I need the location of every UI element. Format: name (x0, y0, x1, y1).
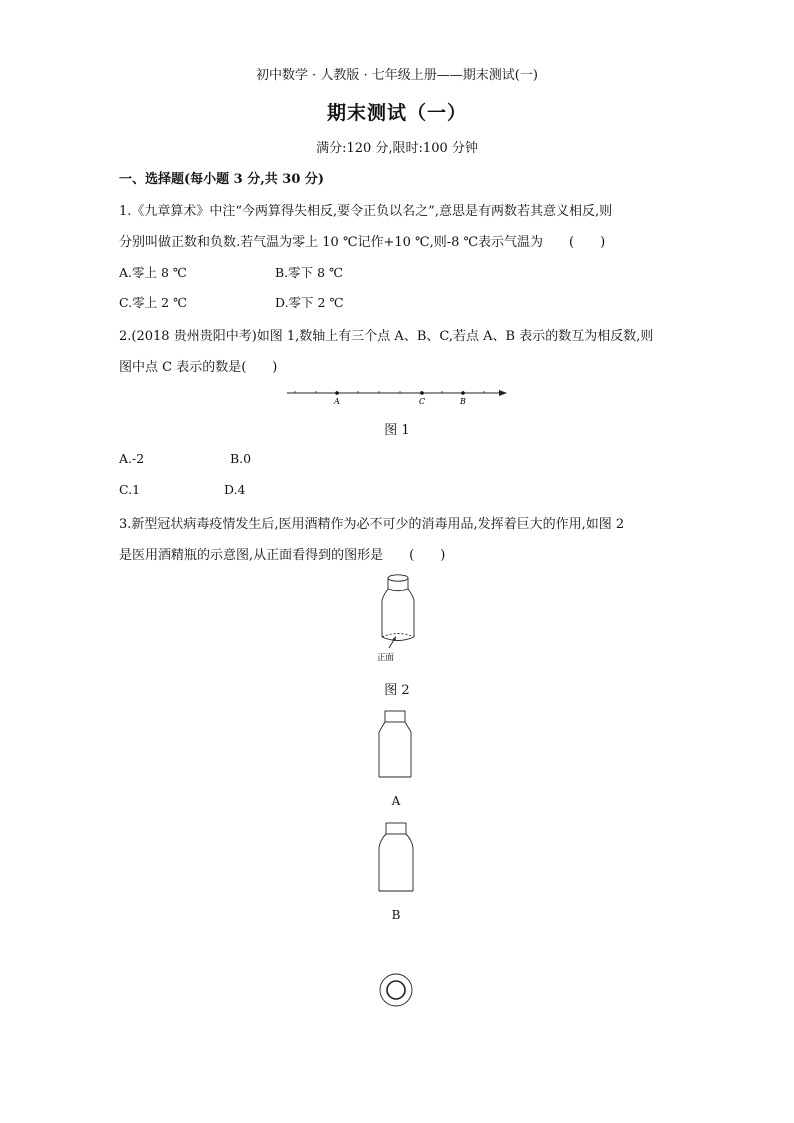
figure2-caption: 图 2 (384, 683, 410, 698)
number-line-arrow (499, 390, 507, 396)
option-a-bottle-figure (378, 710, 414, 780)
section-heading: 一、选择题(每小题 3 分,共 30 分) (119, 172, 325, 187)
page-header: 初中数学 · 人教版 · 七年级上册——期末测试(一) (256, 68, 538, 83)
q1-option-d: D.零下 2 ℃ (275, 295, 344, 310)
option-c-rings-figure (378, 972, 414, 1008)
point-b-dot (461, 391, 465, 395)
number-line-figure (285, 382, 510, 412)
point-a-label: A (334, 397, 340, 406)
q2-line2: 图中点 C 表示的数是( ) (119, 360, 278, 375)
option-b-bottle-figure (378, 822, 414, 894)
point-b-label: B (460, 397, 466, 406)
point-a-dot (335, 391, 339, 395)
q1-option-a: A.零上 8 ℃ (119, 265, 187, 280)
q3-line1: 3.新型冠状病毒疫情发生后,医用酒精作为必不可少的消毒用品,发挥着巨大的作用,如图 2 (119, 517, 625, 532)
figure1-caption: 图 1 (384, 423, 410, 438)
q1-line1: 1.《九章算术》中注“今两算得失相反,要令正负以名之”,意思是有两数若其意义相反,则 (119, 204, 613, 219)
front-view-label: 正面 (377, 653, 395, 663)
q3-line2: 是医用酒精瓶的示意图,从正面看得到的图形是 ( ) (119, 548, 446, 563)
option-a-label: A (391, 794, 401, 808)
q1-line2: 分别叫做正数和负数.若气温为零上 10 ℃记作+10 ℃,则-8 ℃表示气温为 ( ) (119, 235, 606, 250)
option-b-label: B (391, 908, 401, 922)
q2-option-a: A.-2 (119, 451, 145, 466)
bottle-3d-figure (375, 572, 425, 667)
point-c-label: C (419, 397, 426, 406)
q1-option-c: C.零上 2 ℃ (119, 295, 187, 310)
q2-option-b: B.0 (230, 451, 252, 466)
q1-option-b: B.零下 8 ℃ (275, 265, 344, 280)
q2-option-d: D.4 (224, 482, 246, 497)
point-c-dot (420, 391, 424, 395)
q2-option-c: C.1 (119, 482, 141, 497)
q2-line1: 2.(2018 贵州贵阳中考)如图 1,数轴上有三个点 A、B、C,若点 A、B 表示的数互为相反数,则 (119, 329, 654, 344)
score-info: 满分:120 分,限时:100 分钟 (316, 141, 478, 156)
page-title: 期末测试（一） (326, 102, 467, 124)
